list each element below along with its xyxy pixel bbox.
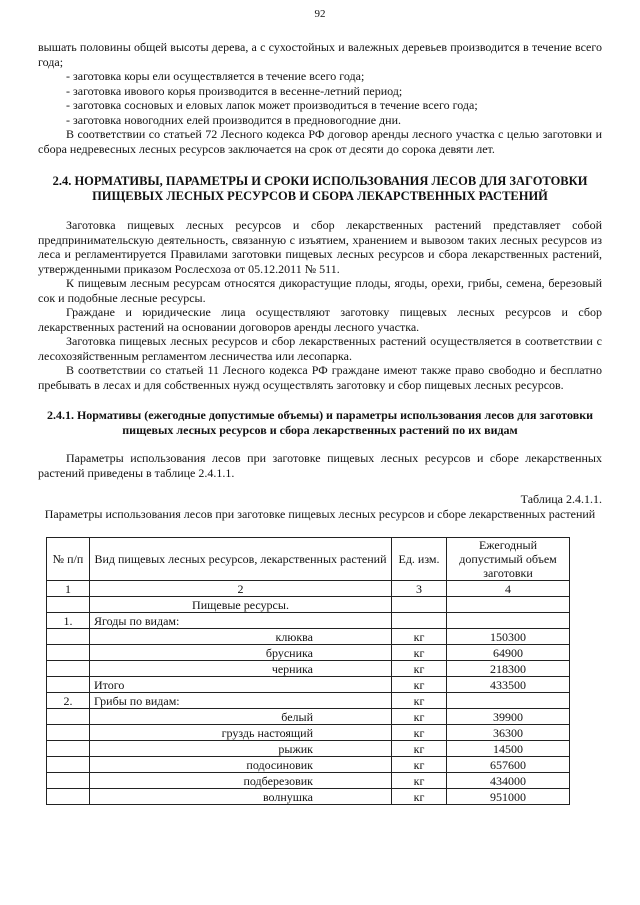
volume-cell: 951000 xyxy=(447,789,570,805)
volume-cell: 433500 xyxy=(447,677,570,693)
column-number: 1 xyxy=(47,581,90,597)
volume-cell: 64900 xyxy=(447,645,570,661)
volume-cell: 434000 xyxy=(447,773,570,789)
row-number-cell xyxy=(47,725,90,741)
row-number-cell xyxy=(47,741,90,757)
table-row xyxy=(47,613,570,629)
table-row xyxy=(47,661,570,677)
unit-cell: кг xyxy=(392,677,447,693)
row-number-cell xyxy=(47,645,90,661)
unit-cell: кг xyxy=(392,757,447,773)
volume-cell: 39900 xyxy=(447,709,570,725)
unit-cell: кг xyxy=(392,725,447,741)
resource-name-cell: груздь настоящий xyxy=(90,725,392,741)
resource-name-cell: волнушка xyxy=(90,789,392,805)
table-row xyxy=(47,757,570,773)
unit-cell: кг xyxy=(392,789,447,805)
resource-name-cell: черника xyxy=(90,661,392,677)
dash-item: - заготовка ивового корья производится в весенне-летний период; xyxy=(66,83,403,98)
resource-name-cell: Грибы по видам: xyxy=(90,693,392,709)
dash-item: - заготовка новогодних елей производится в предновогодние дни. xyxy=(66,112,402,127)
row-number-cell xyxy=(47,773,90,789)
unit-cell: кг xyxy=(392,629,447,645)
volume-cell: 36300 xyxy=(447,725,570,741)
table-caption: Параметры использования лесов при заготовке пищевых лесных ресурсов и сборе лекарственных растений xyxy=(44,506,596,521)
paragraph: Заготовка пищевых лесных ресурсов и сбор лекарственных растений осуществляется в соответствии с лесохозяйственным регламентом лесничества или лесопарка. xyxy=(38,334,602,363)
header-cell: Вид пищевых лесных ресурсов, лекарственных растений xyxy=(90,538,392,581)
header-cell: Ед. изм. xyxy=(392,538,447,581)
resource-name-cell: рыжик xyxy=(90,741,392,757)
table-row xyxy=(47,677,570,693)
volume-cell: 218300 xyxy=(447,661,570,677)
unit-cell: кг xyxy=(392,693,447,709)
paragraph: В соответствии со статьей 11 Лесного кодекса РФ граждане имеют также право свободно и бесплатно пребывать в лесах и для собственных нужд осуществлять заготовку и сбор пищевых лесных ресурсов. xyxy=(38,363,602,392)
unit-cell: кг xyxy=(392,741,447,757)
table-row xyxy=(47,789,570,805)
section-row xyxy=(47,597,570,613)
volume-cell xyxy=(447,613,570,629)
unit-cell: кг xyxy=(392,645,447,661)
table-body xyxy=(47,613,570,805)
resource-name-cell: клюква xyxy=(90,629,392,645)
table-row xyxy=(47,725,570,741)
row-number-cell xyxy=(47,661,90,677)
row-number-cell xyxy=(47,757,90,773)
unit-cell: кг xyxy=(392,709,447,725)
resource-name-cell: Итого xyxy=(90,677,392,693)
page-number: 92 xyxy=(314,8,326,20)
unit-cell: кг xyxy=(392,661,447,677)
table-row xyxy=(47,645,570,661)
volume-cell: 14500 xyxy=(447,741,570,757)
page-body xyxy=(38,40,602,805)
row-number-cell: 2. xyxy=(47,693,90,709)
column-number: 3 xyxy=(392,581,447,597)
row-number-cell xyxy=(47,677,90,693)
resource-name-cell: белый xyxy=(90,709,392,725)
empty-cell xyxy=(392,597,447,613)
section-title: Пищевые ресурсы. xyxy=(90,597,392,613)
paragraph: Параметры использования лесов при заготовке пищевых лесных ресурсов и сборе лекарственных растений приведены в таблице 2.4.1.1. xyxy=(38,451,602,480)
paragraph: Граждане и юридические лица осуществляют заготовку пищевых лесных ресурсов и сбор лекарственных растений на основании договоров аренды лесного участка. xyxy=(38,305,602,334)
unit-cell xyxy=(392,613,447,629)
subsection-heading-2-4-1: 2.4.1. Нормативы (ежегодные допустимые объемы) и параметры использования лесов для заготовки пищевых лесных ресурсов и сбора лекарственных растений по их видам xyxy=(46,408,594,437)
empty-cell xyxy=(447,597,570,613)
intro-paragraph: вышать половины общей высоты дерева, а с сухостойных и валежных деревьев производится в течение всего года; xyxy=(38,40,602,69)
resource-name-cell: подберезовик xyxy=(90,773,392,789)
dash-item: - заготовка коры ели осуществляется в течение всего года; xyxy=(66,69,365,83)
header-cell: № п/п xyxy=(47,538,90,581)
dash-item: - заготовка сосновых и еловых лапок может производиться в течение всего года; xyxy=(66,98,478,112)
row-number-cell: 1. xyxy=(47,613,90,629)
table-header-row xyxy=(47,538,570,581)
paragraph: Заготовка пищевых лесных ресурсов и сбор лекарственных растений представляет собой предпринимательскую деятельность, связанную с изъятием, хранением и вывозом таких лесных ресурсов из леса и регламентируется Правилами заготовки пищевых лесных ресурсов и сбора лекарственных растений, утвержденными приказом Рослесхоза от 05.12.2011 № 511. xyxy=(38,218,602,276)
section-heading-2-4: 2.4. НОРМАТИВЫ, ПАРАМЕТРЫ И СРОКИ ИСПОЛЬЗОВАНИЯ ЛЕСОВ ДЛЯ ЗАГОТОВКИ ПИЩЕВЫХ ЛЕСНЫХ РЕСУРСОВ И СБОРА ЛЕКАРСТВЕННЫХ РАСТЕНИЙ xyxy=(52,174,588,203)
table-row xyxy=(47,741,570,757)
row-number-cell xyxy=(47,629,90,645)
paragraph: К пищевым лесным ресурсам относятся дикорастущие плоды, ягоды, орехи, грибы, семена, березовый сок и подобные лесные ресурсы. xyxy=(38,276,602,305)
resource-name-cell: брусника xyxy=(90,645,392,661)
resource-name-cell: подосиновик xyxy=(90,757,392,773)
header-cell: Ежегодный допустимый объем заготовки xyxy=(447,538,570,581)
volume-cell xyxy=(447,693,570,709)
resource-name-cell: Ягоды по видам: xyxy=(90,613,392,629)
empty-cell xyxy=(47,597,90,613)
row-number-cell xyxy=(47,709,90,725)
unit-cell: кг xyxy=(392,773,447,789)
column-number-row xyxy=(47,581,570,597)
resources-table xyxy=(46,537,570,805)
row-number-cell xyxy=(47,789,90,805)
volume-cell: 657600 xyxy=(447,757,570,773)
volume-cell: 150300 xyxy=(447,629,570,645)
column-number: 2 xyxy=(90,581,392,597)
table-row xyxy=(47,709,570,725)
table-label: Таблица 2.4.1.1. xyxy=(520,492,602,506)
lease-paragraph: В соответствии со статьей 72 Лесного кодекса РФ договор аренды лесного участка с целью заготовки и сбора недревесных лесных ресурсов заключается на срок от десяти до сорока девяти лет. xyxy=(38,127,602,156)
table-row xyxy=(47,629,570,645)
table-row xyxy=(47,773,570,789)
column-number: 4 xyxy=(447,581,570,597)
table-row xyxy=(47,693,570,709)
